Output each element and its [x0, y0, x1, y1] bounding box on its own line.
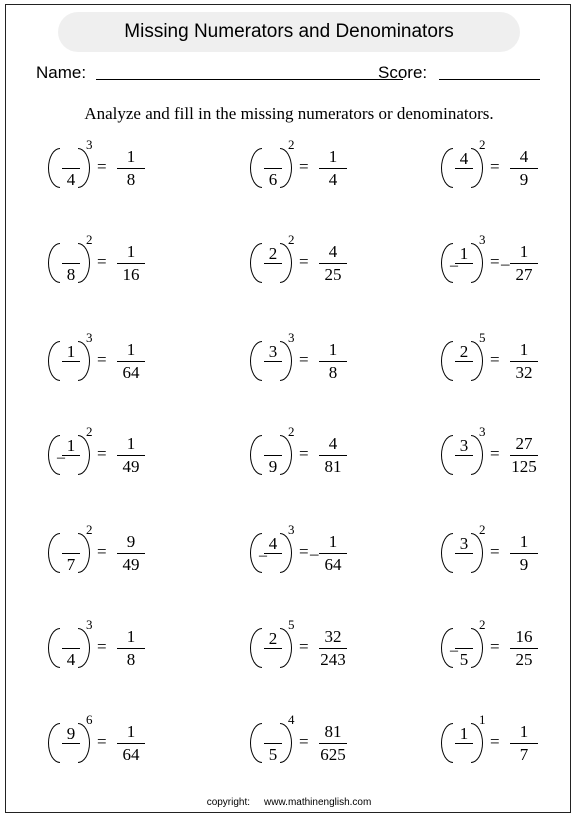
- inner-denominator[interactable]: 7: [66, 555, 76, 574]
- problem-13: [48, 522, 198, 592]
- exponent: 2: [86, 522, 93, 537]
- exponent: 3: [86, 137, 93, 152]
- result-fraction: [114, 532, 148, 574]
- result-numerator: 1: [126, 627, 136, 646]
- result-denominator: 125: [511, 457, 537, 476]
- result-denominator: 81: [324, 457, 342, 476]
- result-fraction: [114, 340, 148, 382]
- inner-numerator[interactable]: 4: [459, 149, 469, 168]
- result-numerator: 4: [328, 242, 338, 261]
- right-paren: [78, 243, 90, 283]
- fraction-bar: [117, 455, 145, 456]
- result-denominator: 8: [126, 650, 136, 669]
- name-score-row: [36, 61, 546, 85]
- fraction-bar: [319, 553, 347, 554]
- inner-numerator[interactable]: 3: [268, 342, 278, 361]
- result-numerator: 1: [126, 147, 136, 166]
- exponent: 4: [288, 712, 295, 727]
- right-paren: [471, 723, 483, 763]
- footer: [0, 797, 578, 808]
- fraction-bar: [117, 648, 145, 649]
- equals-sign: =: [97, 542, 107, 561]
- exponent: 3: [288, 522, 295, 537]
- exponent: 5: [479, 330, 486, 345]
- result-fraction: [316, 722, 350, 764]
- instructions: Analyze and fill in the missing numerators or denominators.: [84, 104, 494, 123]
- equals-sign: =: [97, 732, 107, 751]
- fraction-bar: [319, 263, 347, 264]
- result-fraction: [316, 147, 350, 189]
- problem-11: [250, 424, 400, 494]
- left-paren: [250, 341, 262, 381]
- result-numerator: 16: [515, 627, 533, 646]
- right-paren: [471, 435, 483, 475]
- right-paren: [280, 435, 292, 475]
- right-paren: [78, 341, 90, 381]
- result-numerator: 1: [519, 722, 529, 741]
- score-label: Score:: [378, 63, 428, 82]
- negative-sign: –: [450, 257, 458, 274]
- fraction-bar: [117, 743, 145, 744]
- left-paren: [250, 723, 262, 763]
- result-numerator: 1: [519, 242, 529, 261]
- left-paren: [48, 243, 60, 283]
- result-fraction: [507, 340, 541, 382]
- equals-sign: =: [97, 252, 107, 271]
- exponent: 2: [288, 424, 295, 439]
- equals-sign: =: [299, 444, 309, 463]
- exponent: 3: [479, 232, 486, 247]
- problem-10: [48, 424, 198, 494]
- result-fraction: [114, 627, 148, 669]
- result-numerator: 1: [126, 722, 136, 741]
- result-numerator: 27: [515, 434, 533, 453]
- result-numerator: 1: [328, 532, 338, 551]
- worksheet-border: [5, 4, 571, 813]
- page-title: Missing Numerators and Denominators: [124, 21, 454, 42]
- problem-4: [48, 232, 198, 302]
- fraction-bar: [510, 168, 538, 169]
- problem-19: [48, 712, 198, 782]
- problem-2: [250, 137, 400, 207]
- result-denominator: 8: [328, 363, 338, 382]
- negative-sign: –: [259, 547, 267, 564]
- result-numerator: 1: [126, 242, 136, 261]
- problem-7: [48, 330, 198, 400]
- problem-1: [48, 137, 198, 207]
- equals-sign: =: [490, 637, 500, 656]
- right-paren: [280, 533, 292, 573]
- inner-numerator[interactable]: 2: [459, 342, 469, 361]
- result-numerator: 1: [519, 532, 529, 551]
- result-fraction: [316, 242, 350, 284]
- result-fraction: [114, 434, 148, 476]
- problem-21: [441, 712, 578, 782]
- left-paren: [48, 628, 60, 668]
- result-denominator: 64: [122, 363, 140, 382]
- problem-5: [250, 232, 400, 302]
- result-denominator: 7: [519, 745, 529, 764]
- equals-sign: =: [490, 732, 500, 751]
- result-denominator: 4: [328, 170, 338, 189]
- name-blank-line: [96, 79, 403, 80]
- result-fraction: [507, 532, 541, 574]
- problem-15: [441, 522, 578, 592]
- problem-17: [250, 617, 400, 687]
- exponent: 5: [288, 617, 295, 632]
- right-paren: [280, 148, 292, 188]
- result-denominator: 9: [519, 555, 529, 574]
- fraction-bar: [319, 455, 347, 456]
- right-paren: [280, 723, 292, 763]
- negative-sign: –: [450, 642, 458, 659]
- result-numerator: 4: [519, 147, 529, 166]
- negative-sign: –: [57, 449, 65, 466]
- equals-sign: =: [97, 637, 107, 656]
- result-denominator: 64: [324, 555, 342, 574]
- result-fraction: [114, 242, 148, 284]
- exponent: 2: [479, 137, 486, 152]
- fraction-bar: [319, 168, 347, 169]
- left-paren: [250, 148, 262, 188]
- result-fraction: [316, 434, 350, 476]
- inner-denominator[interactable]: 4: [66, 170, 76, 189]
- equals-sign: =: [97, 157, 107, 176]
- fraction-bar: [117, 263, 145, 264]
- result-denominator: 9: [519, 170, 529, 189]
- inner-denominator[interactable]: 5: [268, 745, 278, 764]
- right-paren: [78, 435, 90, 475]
- inner-numerator[interactable]: 2: [268, 244, 278, 263]
- problem-20: [250, 712, 400, 782]
- result-numerator: 9: [126, 532, 136, 551]
- result-fraction: [114, 722, 148, 764]
- problem-18: [441, 617, 578, 687]
- exponent: 2: [288, 137, 295, 152]
- right-paren: [78, 628, 90, 668]
- exponent: 2: [288, 232, 295, 247]
- equals-sign: =: [490, 157, 500, 176]
- right-paren: [78, 533, 90, 573]
- left-paren: [441, 341, 453, 381]
- inner-denominator[interactable]: 6: [268, 170, 278, 189]
- fraction-bar: [319, 648, 347, 649]
- result-numerator: 1: [519, 340, 529, 359]
- negative-sign: –: [310, 544, 319, 563]
- fraction-bar: [117, 168, 145, 169]
- result-denominator: 16: [122, 265, 140, 284]
- result-numerator: 1: [328, 147, 338, 166]
- equals-sign: =: [299, 157, 309, 176]
- inner-denominator[interactable]: 8: [66, 265, 76, 284]
- site-url: www.mathinenglish.com: [264, 797, 372, 808]
- left-paren: [48, 533, 60, 573]
- exponent: 3: [86, 330, 93, 345]
- result-denominator: 27: [515, 265, 533, 284]
- equals-sign: =: [490, 252, 500, 271]
- problem-8: [250, 330, 400, 400]
- result-denominator: 8: [126, 170, 136, 189]
- problem-9: [441, 330, 578, 400]
- right-paren: [78, 148, 90, 188]
- problem-12: [441, 424, 578, 494]
- exponent: 3: [479, 424, 486, 439]
- fraction-bar: [510, 263, 538, 264]
- left-paren: [441, 435, 453, 475]
- left-paren: [48, 148, 60, 188]
- result-fraction: [114, 147, 148, 189]
- problem-6: [441, 232, 578, 302]
- equals-sign: =: [299, 350, 309, 369]
- equals-sign: =: [97, 444, 107, 463]
- problem-3: [441, 137, 578, 207]
- equals-sign: =: [97, 350, 107, 369]
- result-denominator: 49: [122, 555, 140, 574]
- inner-numerator[interactable]: 2: [268, 629, 278, 648]
- result-denominator: 625: [320, 745, 346, 764]
- right-paren: [280, 628, 292, 668]
- right-paren: [471, 243, 483, 283]
- inner-numerator[interactable]: 9: [66, 724, 76, 743]
- equals-sign: =: [299, 252, 309, 271]
- left-paren: [250, 243, 262, 283]
- equals-sign: =: [299, 542, 309, 561]
- result-numerator: 1: [328, 340, 338, 359]
- result-denominator: 25: [324, 265, 342, 284]
- result-numerator: 1: [126, 340, 136, 359]
- exponent: 2: [86, 424, 93, 439]
- left-paren: [441, 533, 453, 573]
- name-label: Name:: [36, 63, 87, 82]
- right-paren: [78, 723, 90, 763]
- problem-16: [48, 617, 198, 687]
- result-fraction: [507, 434, 541, 476]
- inner-numerator[interactable]: 1: [66, 342, 76, 361]
- result-fraction: [316, 627, 350, 669]
- fraction-bar: [510, 553, 538, 554]
- equals-sign: =: [490, 542, 500, 561]
- result-denominator: 25: [515, 650, 533, 669]
- exponent: 3: [86, 617, 93, 632]
- inner-denominator[interactable]: 4: [66, 650, 76, 669]
- result-fraction: [507, 147, 541, 189]
- result-fraction: [501, 242, 541, 284]
- score-blank-line: [439, 79, 540, 80]
- left-paren: [250, 435, 262, 475]
- left-paren: [441, 148, 453, 188]
- result-fraction: [507, 722, 541, 764]
- inner-numerator[interactable]: 4: [268, 534, 278, 553]
- exponent: 2: [86, 232, 93, 247]
- equals-sign: =: [299, 732, 309, 751]
- fraction-bar: [510, 361, 538, 362]
- left-paren: [48, 723, 60, 763]
- right-paren: [471, 148, 483, 188]
- fraction-bar: [117, 553, 145, 554]
- result-fraction: [507, 627, 541, 669]
- result-fraction: [316, 340, 350, 382]
- right-paren: [280, 341, 292, 381]
- inner-denominator[interactable]: 9: [268, 457, 278, 476]
- fraction-bar: [319, 361, 347, 362]
- exponent: 2: [479, 522, 486, 537]
- fraction-bar: [510, 743, 538, 744]
- left-paren: [441, 723, 453, 763]
- right-paren: [471, 628, 483, 668]
- fraction-bar: [117, 361, 145, 362]
- title-banner: [58, 12, 520, 52]
- inner-numerator[interactable]: 3: [459, 534, 469, 553]
- result-numerator: 4: [328, 434, 338, 453]
- right-paren: [280, 243, 292, 283]
- equals-sign: =: [490, 444, 500, 463]
- negative-sign: –: [501, 254, 510, 273]
- right-paren: [471, 341, 483, 381]
- left-paren: [48, 341, 60, 381]
- result-denominator: 243: [320, 650, 346, 669]
- result-numerator: 81: [324, 722, 342, 741]
- exponent: 6: [86, 712, 93, 727]
- result-denominator: 64: [122, 745, 140, 764]
- exponent: 1: [479, 712, 486, 727]
- result-numerator: 32: [324, 627, 342, 646]
- exponent: 3: [288, 330, 295, 345]
- right-paren: [471, 533, 483, 573]
- inner-numerator[interactable]: 1: [459, 244, 469, 263]
- fraction-bar: [510, 648, 538, 649]
- equals-sign: =: [490, 350, 500, 369]
- copyright-label: copyright:: [206, 797, 251, 808]
- result-fraction: [310, 532, 350, 574]
- exponent: 2: [479, 617, 486, 632]
- inner-numerator[interactable]: 1: [459, 724, 469, 743]
- left-paren: [250, 628, 262, 668]
- fraction-bar: [510, 455, 538, 456]
- equals-sign: =: [299, 637, 309, 656]
- inner-numerator[interactable]: 3: [459, 436, 469, 455]
- fraction-bar: [319, 743, 347, 744]
- inner-numerator[interactable]: 1: [66, 436, 76, 455]
- result-denominator: 32: [515, 363, 533, 382]
- result-denominator: 49: [122, 457, 140, 476]
- inner-denominator[interactable]: 5: [459, 650, 469, 669]
- problem-14: [250, 522, 400, 592]
- result-numerator: 1: [126, 434, 136, 453]
